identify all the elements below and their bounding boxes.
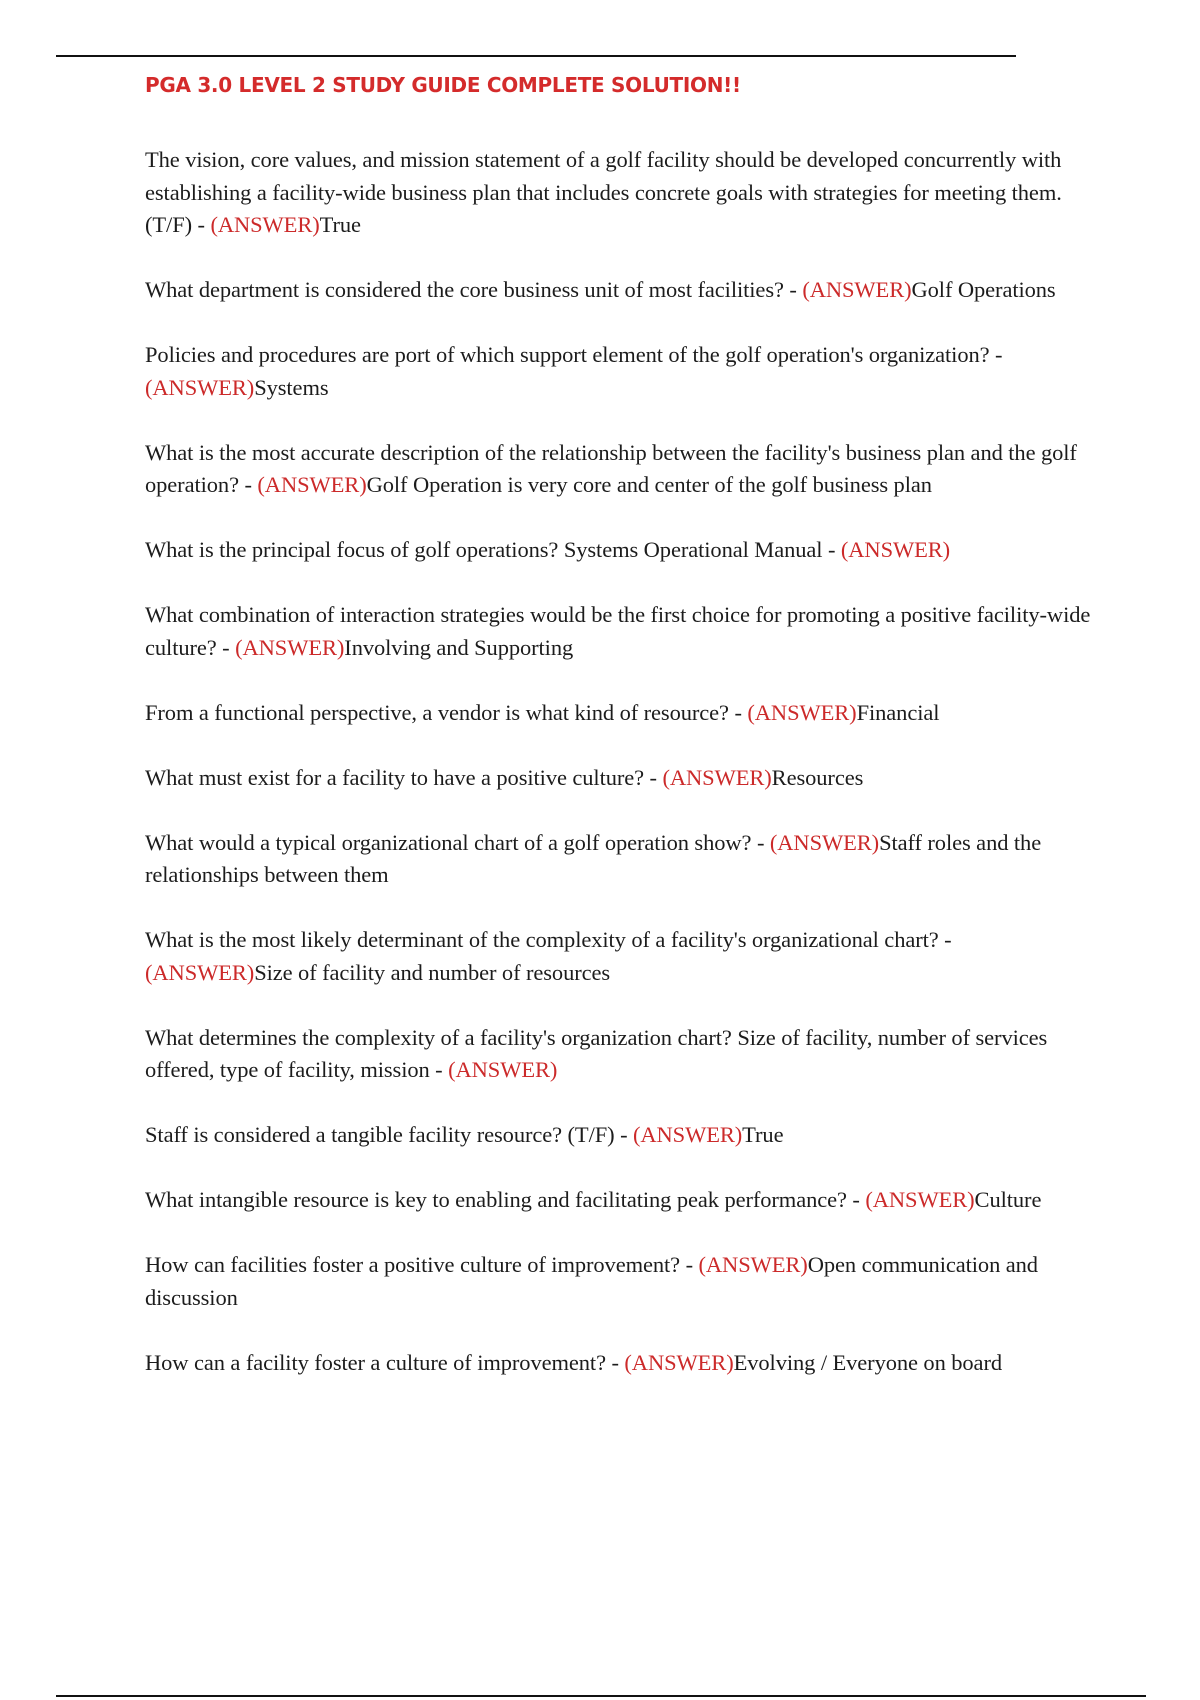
answer-text: Resources [771,764,864,790]
question-text: How can a facility foster a culture of improvement? - [145,1349,625,1375]
answer-tag: (ANSWER) [802,277,912,302]
answer-tag: (ANSWER) [235,634,345,660]
question-text: What must exist for a facility to have a positive culture? - [145,764,663,790]
qa-item [145,144,1095,242]
answer-tag: (ANSWER) [448,1057,558,1082]
question-text: What combination of interaction strategies would be the first choice for promoting a positive facility-wide culture? - [145,602,1091,660]
answer-tag: (ANSWER) [769,829,880,855]
question-text: What determines the complexity of a facility's organization chart? Size of facility, number of services offered, type of facility, mission - [145,1024,1048,1082]
answer-text: Involving and Supporting [344,634,574,660]
answer-tag: (ANSWER) [257,472,367,497]
qa-item [145,274,1095,307]
answer-tag: (ANSWER) [145,374,255,400]
answer-tag: (ANSWER) [210,212,320,237]
qa-list [145,144,1095,1412]
answer-text: Evolving / Everyone on board [733,1349,1002,1375]
answer-tag: (ANSWER) [145,959,255,985]
answer-text: Financial [856,699,940,725]
question-text: From a functional perspective, a vendor is what kind of resource? - [145,699,748,725]
answer-tag: (ANSWER) [840,537,951,562]
question-text: What is the most likely determinant of the complexity of a facility's organizational chart? - [145,927,952,952]
answer-tag: (ANSWER) [632,1122,743,1147]
qa-item [145,1119,1095,1152]
question-text: What department is considered the core business unit of most facilities? - [145,277,803,302]
answer-text: True [742,1122,784,1147]
qa-item [145,697,1095,730]
answer-tag: (ANSWER) [865,1187,975,1212]
answer-text: Culture [974,1187,1042,1212]
answer-text: Open communication and discussion [145,1252,1038,1310]
question-text: What would a typical organizational chart of a golf operation show? - [145,829,770,855]
question-text: What is the principal focus of golf operations? Systems Operational Manual - [145,537,841,562]
qa-item [145,599,1095,664]
qa-item [145,924,1095,989]
answer-tag: (ANSWER) [747,699,857,725]
answer-text: Golf Operations [911,277,1056,302]
question-text: Policies and procedures are port of which support element of the golf operation's organization? - [145,342,1003,367]
document-title: PGA 3.0 LEVEL 2 STUDY GUIDE COMPLETE SOLUTION!! [145,73,741,97]
qa-item [145,1249,1095,1314]
answer-text: Golf Operation is very core and center of the golf business plan [366,472,932,497]
answer-text: Systems [254,374,329,400]
answer-text: Size of facility and number of resources [254,959,611,985]
qa-item [145,1022,1095,1087]
answer-tag: (ANSWER) [662,764,772,790]
top-divider [56,55,1016,57]
qa-item [145,534,1095,567]
question-text: What intangible resource is key to enabling and facilitating peak performance? - [145,1187,866,1212]
answer-text: True [319,212,361,237]
answer-tag: (ANSWER) [624,1349,734,1375]
bottom-divider [56,1695,1146,1697]
question-text: How can facilities foster a positive culture of improvement? - [145,1252,699,1277]
qa-item [145,762,1095,795]
answer-text: Staff roles and the relationships between them [145,829,1042,887]
answer-tag: (ANSWER) [698,1252,808,1277]
qa-item [145,437,1095,502]
qa-item [145,1347,1095,1380]
question-text: Staff is considered a tangible facility resource? (T/F) - [145,1122,633,1147]
question-text: What is the most accurate description of the relationship between the facility's business plan and the golf operation? - [145,439,1077,497]
question-text: The vision, core values, and mission statement of a golf facility should be developed concurrently with establishing a facility-wide business plan that includes concrete goals with strategies for meeting them. (T/F) - [145,147,1062,237]
qa-item [145,1184,1095,1217]
qa-item [145,827,1095,892]
qa-item [145,339,1095,404]
